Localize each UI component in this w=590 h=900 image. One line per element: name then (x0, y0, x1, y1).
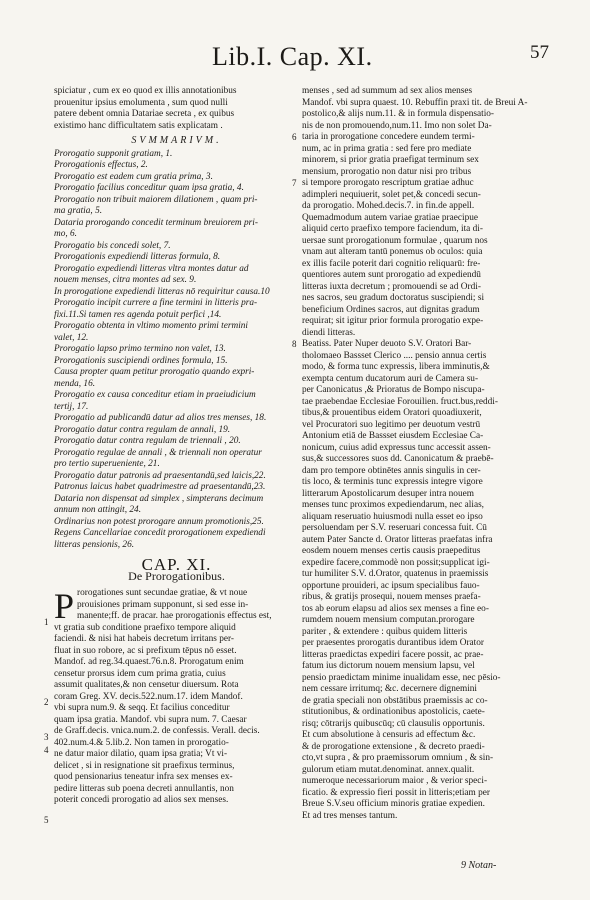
chapter-heading: CAP. XI. (141, 555, 212, 574)
text-line: autem Pater Sancte d. Orator litteras praefatas infra (302, 534, 493, 545)
text-line: spiciatur , cum ex eo quod ex illis annotationibus (54, 86, 237, 96)
text-line: poterit concedi prorogatio ad alios sex menses. (54, 795, 229, 805)
text-line: beneficium Ordines sacros, aut dignitas gradum (302, 304, 480, 315)
text-line: ne datur maior dilatio, quam ipsa gratia; Vt vi- (54, 749, 228, 759)
running-title: Lib.I. Cap. XI. (212, 42, 373, 71)
text-line: fixi.11.Si tamen res agenda potuit perfici ,14. (54, 309, 222, 320)
text-line: manente;ff. de pracar. hae prorogationis effectus est, (77, 611, 272, 621)
text-line: nes sacros, seu gradum doctoratus suscipiendi; si (302, 293, 485, 303)
intro-paragraph (54, 86, 299, 132)
text-line: Dataria prorogando concedit terminum breuiorem pri- (54, 217, 258, 228)
text-line: Prorogationis effectus, 2. (54, 160, 148, 170)
text-line: postolico,& alijs num.11. & in formula dispensatio- (302, 109, 495, 119)
text-line: existimo hanc difficultatem satis explicatam . (54, 120, 223, 131)
text-line: fluat in suo robore, ac si prefixum tēpus nō esset. (54, 645, 237, 656)
text-line: faciendi. & nisi hat habeis decretum irritans per- (54, 634, 235, 644)
text-line: tibus,& prouentibus eidem Oratori quoadiuxerit, (302, 408, 482, 418)
text-line: & de prorogatione extensione , & decreto praedi- (302, 741, 485, 752)
text-line: persoluendam per S.V. reseruari concessa fuit. Cū (302, 523, 487, 533)
text-line: pariter , & extendere : quibus quidem litteris (302, 626, 468, 637)
chapter-body-lines (54, 588, 299, 807)
text-line: stitutionibus, & ordinationibus apostolicis, caete- (302, 707, 485, 717)
text-line: de Graff.decis. vnica.num.2. de confessis. Verall. decis. (54, 726, 260, 736)
text-line: Prorogatio non tribuit maiorem dilationem , quam pri- (54, 194, 258, 205)
text-line: Ordinarius non potest prorogare annum promotionis,25. (54, 516, 264, 527)
text-line: Causa propter quam petitur prorogatio quando expri- (54, 367, 255, 377)
text-line: prouenitur ipsius emolumenta , sum quod nulli (54, 97, 228, 108)
margin-number: 2 (44, 697, 49, 707)
text-line: litterarum Apostolicarum desuper intra nouem (302, 488, 474, 499)
text-line: valet, 12. (54, 332, 89, 343)
text-line: litteras pensionis, 26. (54, 539, 135, 550)
text-line: Prorogationis expediendi litteras formula, 8. (54, 252, 221, 262)
text-line: menda, 16. (54, 378, 96, 389)
text-line: tertij, 17. (54, 401, 89, 412)
text-line: tholomaeo Bassset Clerico .... pensio annua certis (302, 350, 487, 361)
text-line: Prorogatio expediendi litteras vltra montes datur ad (54, 263, 249, 274)
text-line: per praesentes prorogatis durantibus idem Orator (302, 638, 485, 648)
chapter-body (54, 588, 299, 807)
text-line: Mandof. vbi supra quaest. 10. Rebuffin praxi tit. de Breui A- (302, 97, 528, 108)
text-line: delicet , si in resignatione sit praefixus terminus, (54, 760, 235, 771)
text-line: diendi litteras. (302, 327, 356, 338)
text-line: nouem menses, citra montes ad sex. 9. (54, 275, 197, 285)
text-line: pensio praedictam minime inualidam esse, nec pēsio- (302, 672, 501, 683)
text-line: 402.num.4.& 5.lib.2. Non tamen in prorogatio- (54, 737, 229, 748)
text-line: rumdem nouem mensium computan.prorogare (302, 615, 475, 625)
text-line: litteras iuxta decretum ; promouendi se ad Ordi- (302, 281, 481, 292)
text-line: vt gratia sub conditione praefixo tempore aliquid (54, 622, 236, 633)
text-line: Dataria non dispensat ad simplex , simpterans decimum (54, 493, 264, 504)
text-line: assumit qualitates,& non censetur diuersum. Rota (54, 680, 239, 690)
text-line: opportune prouideri, ac ipsum specialibus fauo- (302, 580, 480, 591)
text-line: pro tertio superueniente, 21. (54, 459, 160, 469)
text-line: Antonium etiā de Bassset eiusdem Ecclesiae Ca- (302, 431, 484, 441)
text-line: Prorogatio datur contra regulam de annali, 19. (54, 424, 231, 435)
text-line: mo, 6. (54, 229, 77, 239)
text-line: exempta centum ducatorum auri de Camera su- (302, 373, 479, 384)
text-line: aliquid certo praefixo tempore faciendum, ita di- (302, 224, 483, 234)
text-line: gulorum etiam mutat.denominat. annex.qualit. (302, 764, 475, 775)
page-number: 57 (530, 42, 549, 63)
text-line: taria in prorogatione concedere eundem termi- (302, 132, 475, 142)
text-line: quod pensionarius teneatur infra sex menses ex- (54, 772, 233, 782)
text-line: ma gratia, 5. (54, 206, 103, 216)
text-line: tos ab eorum elapsu ad alios sex menses a fine eo- (302, 603, 489, 614)
text-line: numeroque necessariorum maior , & verior speci- (302, 776, 488, 786)
text-line: In prorogatione expediendi litteras nō requiritur causa.10 (54, 286, 270, 297)
text-line: menses tunc proximos expediendarum, nec alias, (302, 500, 485, 510)
text-line: menses , sed ad summum ad sex alios menses (302, 86, 473, 96)
text-line: Prorogatio lapso primo termino non valet, 13. (54, 344, 226, 354)
text-line: Prorogatio ex causa conceditur etiam in praeiudicium (54, 390, 256, 400)
text-line: ficatio. & expressio fieri possit in litteris;etiam per (302, 787, 490, 798)
text-line: rorogationes sunt secundae gratiae, & vt noue (77, 588, 248, 598)
text-line: coram Greg. XV. decis.522.num.17. idem Mandof. (54, 691, 243, 702)
text-line: modo, & forma tunc expressis, libera imminutis,& (302, 362, 490, 372)
text-line: vnam aut alteram tantū ponemus ob oculos: quia (302, 247, 483, 257)
text-line: per Canonicatus ,& Prioratus de Bompo niscupa- (302, 385, 485, 395)
text-line: Patronus laicus habet quadrimestre ad praesentandū,23. (54, 482, 266, 492)
text-line: censetur prorsus idem cum prima gratia, cuius (54, 668, 226, 679)
text-line: expedire facere,commodè non possit;supplicat igi- (302, 557, 490, 568)
text-line: Prorogatio incipit currere a fine termini in litteris pra- (54, 298, 258, 308)
text-line: tur humiliter S.V. d.Orator, quatenus in praemissis (302, 569, 489, 579)
text-line: Prorogatio facilius conceditur quam ipsa gratia, 4. (54, 183, 244, 193)
text-line: tae praebendae Ecclesiae Forouilien. fruct.bus,reddi- (302, 396, 498, 407)
text-line: prouisiones primam supponunt, si sed esse in- (77, 599, 249, 610)
summary-heading: SVMMARIVM. (131, 135, 222, 146)
text-line: requirat; sit igitur prior formula prorogatio expe- (302, 316, 484, 326)
margin-number: 5 (44, 815, 49, 825)
text-line: Prorogatio regulae de annali , & triennali non operatur (54, 447, 262, 458)
catchword: 9 Notan- (461, 860, 497, 871)
text-line: vel Procuratori suo legitimo per deuotum vestrū (302, 419, 481, 430)
text-line: num, ac in prima gratia : sed fere pro mediate (302, 143, 472, 154)
text-line: aliquam reseruatio huiusmodi nulla esset eo ipso (302, 511, 483, 522)
page-header (0, 40, 590, 84)
text-line: Regens Cancellariae concedit prorogationem expediendi (54, 528, 266, 538)
text-line: de gratia speciali non obstātibus praemissis ac co- (302, 695, 488, 706)
text-line: Prorogatio datur patronis ad praesentandū,sed laicis,22. (54, 470, 266, 481)
text-line: cto,vt supra , & pro praemissorum omnium , & sin- (302, 753, 494, 763)
summary-list (54, 149, 299, 552)
margin-number: 4 (44, 745, 49, 755)
margin-number: 8 (292, 339, 297, 349)
margin-number: 6 (292, 132, 297, 142)
text-line: Prorogatio bis concedi solet, 7. (54, 240, 171, 251)
text-line: vbi supra num.9. & seqq. Et facilius conceditur (54, 703, 230, 713)
text-line: Et ad tres menses tantum. (302, 810, 398, 821)
text-line: Mandof. ad reg.34.quaest.76.n.8. Prorogatum enim (54, 657, 244, 667)
text-line: risq; cōtrarijs quibuscūq; cū clausulis opportunis. (302, 718, 485, 729)
text-line: nem cessare irritumq; &c. decernere dignemini (302, 684, 478, 694)
text-line: ribus, & gratijs prosequi, nouem menses praefa- (302, 592, 481, 602)
text-line: patere debent omnia Datariae secreta , ex quibus (54, 109, 235, 119)
text-line: Prorogatio ad publicandū datur ad alios tres menses, 18. (54, 413, 267, 423)
text-line: annum non attingit, 24. (54, 505, 142, 515)
text-line: Quemadmodum autem variae gratiae praecipue (302, 212, 479, 223)
text-line: uersae sunt prorogationum formulae , quarum nos (302, 235, 488, 246)
text-line: nis de non promouendo,num.11. Imo non solet Da- (302, 120, 492, 131)
text-line: pedire litteras sub poena decreti annullantis, non (54, 783, 234, 794)
margin-number: 3 (44, 732, 49, 742)
text-line: tis loco, & terminis tunc expressis integre vigore (302, 477, 483, 487)
text-line: Prorogatio est eadem cum gratia prima, 3. (54, 171, 213, 182)
text-line: Beatiss. Pater Nuper deuoto S.V. Oratori Bar- (302, 339, 472, 349)
text-line: da prorogatio. Mohed.decis.7. in fin.de appell. (302, 201, 475, 211)
text-line: Prorogatio datur contra regulam de triennali , 20. (54, 436, 241, 446)
text-line: mensium, prorogatio non datur nisi pro tribus (302, 166, 472, 177)
text-line: dam pro tempore obtinētes annis singulis in cer- (302, 465, 481, 476)
text-line: si tempore prorogato rescriptum gratiae adhuc (302, 178, 474, 188)
text-line: quam ipsa gratia. Mandof. vbi supra num. 7. Caesar (54, 714, 247, 725)
text-line: adimpleri nequiuerit, solet pet,& concedi secun- (302, 189, 481, 200)
left-column (54, 86, 299, 807)
right-column-lines (302, 86, 552, 822)
text-line: eosdem nouem menses certis causis praepeditus (302, 546, 481, 556)
text-line: sus,& successores suos dd. Canonicatum & praebē- (302, 454, 494, 464)
text-line: Prorogatio obtenta in vltimo momento primi termini (54, 321, 249, 331)
text-line: ex illis facile poterit dari cognitio reliquarū: fre- (302, 258, 481, 269)
text-line: Prorogationis suscipiendi ordines formula, 15. (54, 355, 228, 366)
text-line: Prorogatio supponit gratiam, 1. (54, 148, 173, 159)
text-line: litteras praedictas expediri facere possit, ac prae- (302, 649, 484, 660)
text-line: fatum ius dictorum nouem mensium lapsu, vel (302, 661, 475, 671)
right-column (302, 86, 552, 822)
margin-number: 7 (292, 178, 297, 188)
chapter-subtitle: De Prorogationibus. (128, 568, 225, 583)
text-line: Breue S.V.seu officium minoris gratiae expedien. (302, 799, 485, 809)
margin-number: 1 (44, 617, 49, 627)
text-line: Et cum absolutione à censuris ad effectum &c. (302, 730, 476, 740)
drop-capital: P (54, 586, 75, 626)
text-line: minorem, si prior gratia praefigat terminum sex (302, 155, 479, 165)
text-line: nonicum, cuius adid expressus tunc accessit assen- (302, 442, 491, 453)
text-line: quentiores autem sunt prorogatio ad expediendū (302, 270, 481, 280)
